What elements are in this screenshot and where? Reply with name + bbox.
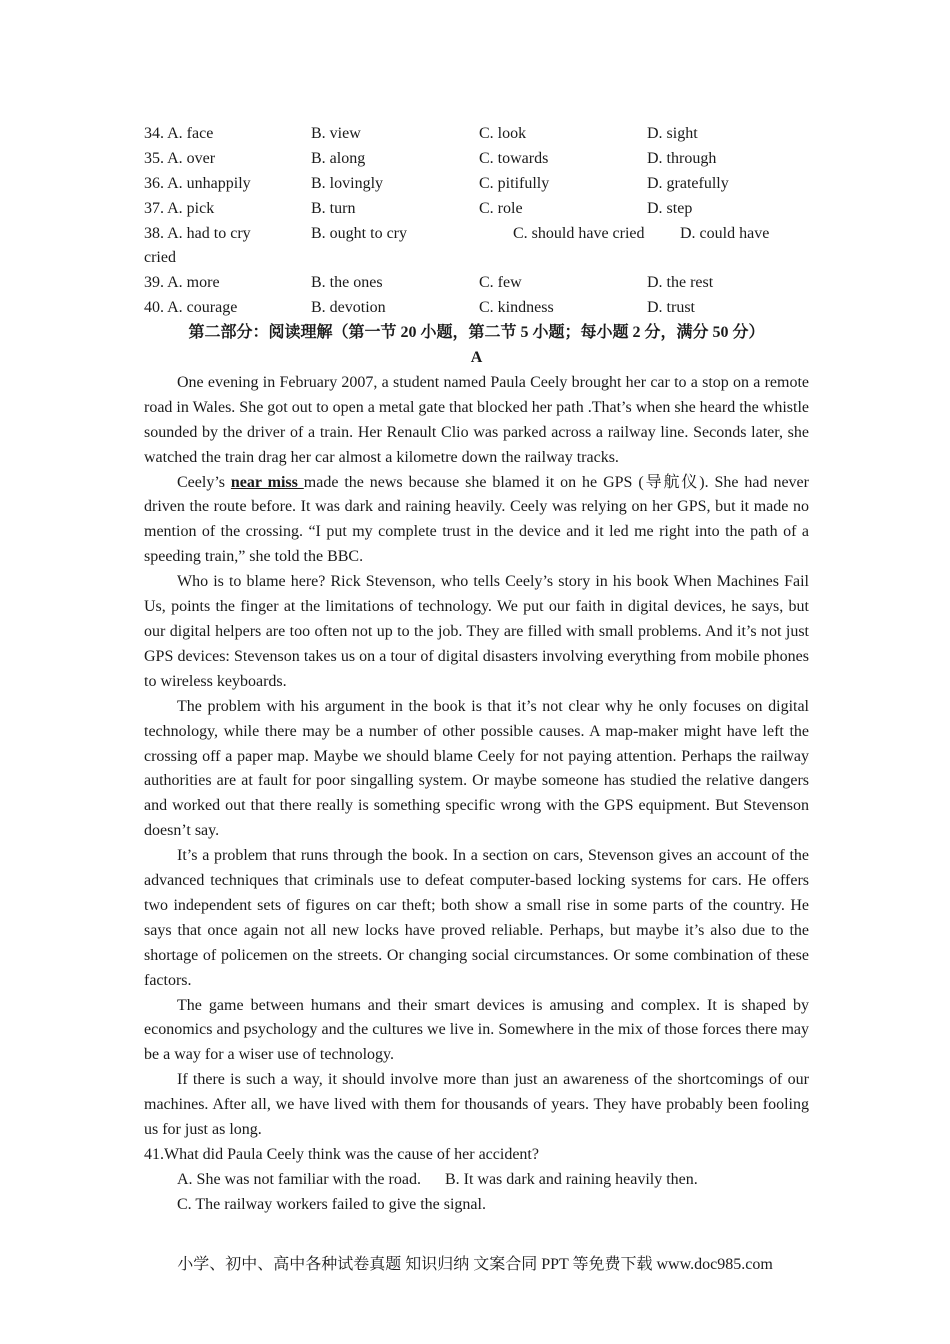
footer-text: 小学、初中、高中各种试卷真题 知识归纳 文案合同 PPT 等免费下载 www.doc985.com xyxy=(177,1256,773,1273)
option-d: D. through xyxy=(647,149,717,167)
option-d: D. trust xyxy=(647,299,695,317)
question-41-option-a: A. She was not familiar with the road. xyxy=(177,1170,421,1188)
paragraph-5: It’s a problem that runs through the book. In a section on cars, Stevenson gives an account of the advanced techniques that criminals use to defeat computer-based locking systems for cars. He offers two independent sets of figures on car theft; both show a small rise in some parts of the country. He says that once again not all new locks have proved reliable. Perhaps, but maybe it’s also due to the shortage of policemen on the streets. Or changing social circumstances. Or some combination of these factors. xyxy=(144,847,809,989)
option-c: C. kindness xyxy=(479,299,554,317)
option-a: 36. A. unhappily xyxy=(144,174,251,192)
paragraph-2-rest: made the news because she blamed it on he GPS (导航仪). She had never driven the route before. It was dark and raining heavily. Ceely was relying on her GPS, but it made no mention of the crossing. “I put my complete trust in the device and it led me right into the path of a speeding train,” she told the BBC. xyxy=(144,473,809,566)
paragraph-1: One evening in February 2007, a student named Paula Ceely brought her car to a stop on a remote road in Wales. She got out to open a metal gate that blocked her path .That’s when she heard the whistle sounded by the driver of a train. Her Renault Clio was parked across a railway line. Seconds later, she watched the train drag her car almost a kilometre down the railway tracks. xyxy=(144,373,809,466)
option-c: C. pitifully xyxy=(479,174,550,192)
option-a: 35. A. over xyxy=(144,149,216,167)
option-b: B. ought to cry xyxy=(311,224,407,242)
option-b: B. the ones xyxy=(311,274,383,292)
near-miss-term: near miss xyxy=(230,473,304,491)
option-b: B. view xyxy=(311,125,361,142)
option-row-36 xyxy=(144,172,809,197)
option-row-39 xyxy=(144,271,809,296)
passage-label: A xyxy=(470,349,483,367)
option-c: C. towards xyxy=(479,149,549,167)
option-d: D. gratefully xyxy=(647,174,729,192)
option-a: 37. A. pick xyxy=(144,199,215,217)
option-a: 39. A. more xyxy=(144,274,220,292)
question-41-option-b: B. It was dark and raining heavily then. xyxy=(444,1170,698,1188)
option-a: 34. A. face xyxy=(144,125,214,142)
option-row-38 xyxy=(144,222,809,247)
option-c: C. should have cried xyxy=(513,224,645,242)
paragraph-4: The problem with his argument in the book is that it’s not clear why he only focuses on digital technology, while there may be a number of other possible causes. A map-maker might have left the crossing off a paper map. Maybe we should blame Ceely for not paying attention. Perhaps the railway authorities are at fault for poor singalling system. Or maybe someone has studied the relative dangers and worked out that there really is something specific wrong with the GPS equipment. But Stevenson doesn’t say. xyxy=(144,697,809,840)
paragraph-7: If there is such a way, it should involve more than just an awareness of the shortcomings of our machines. After all, we have lived with them for thousands of years. They have probably been fooling us for just as long. xyxy=(144,1071,809,1139)
option-row-34 xyxy=(144,122,809,147)
option-c: C. look xyxy=(479,125,527,142)
option-d: D. step xyxy=(647,199,693,217)
question-41-option-c: C. The railway workers failed to give the signal. xyxy=(177,1195,486,1213)
option-b: B. devotion xyxy=(311,299,386,317)
option-b: B. along xyxy=(311,149,366,167)
option-row-37 xyxy=(144,197,809,222)
paragraph-6: The game between humans and their smart devices is amusing and complex. It is shaped by economics and psychology and the cultures we live in. Somewhere in the mix of those forces there may be a way for a wiser use of technology. xyxy=(144,996,809,1064)
option-c: C. few xyxy=(479,274,522,292)
option-d: D. could have xyxy=(680,224,770,242)
option-row-35 xyxy=(144,147,809,172)
option-row-40 xyxy=(144,296,809,321)
content-area xyxy=(144,122,809,1218)
option-b: B. lovingly xyxy=(311,174,384,192)
option-c: C. role xyxy=(479,199,523,217)
option-a: 38. A. had to cry xyxy=(144,224,251,242)
option-d: D. sight xyxy=(647,125,698,142)
question-41-options-ab xyxy=(144,1168,809,1193)
option-b: B. turn xyxy=(311,199,356,217)
question-41-stem: 41.What did Paula Ceely think was the cause of her accident? xyxy=(144,1146,539,1163)
section-heading: 第二部分：阅读理解（第一节 20 小题，第二节 5 小题；每小题 2 分，满分 50 分） xyxy=(188,324,765,342)
paragraph-2-start: Ceely’s xyxy=(177,473,231,491)
option-d: D. the rest xyxy=(647,274,714,292)
option-d-wrap: cried xyxy=(144,249,176,267)
paragraph-3: Who is to blame here? Rick Stevenson, who tells Ceely’s story in his book When Machines Fail Us, points the finger at the limitations of technology. We put our faith in digital devices, he says, but our digital helpers are too often not up to the job. They are filled with small problems. And it’s not just GPS devices: Stevenson takes us on a tour of digital disasters involving everything from mobile phones to wireless keyboards. xyxy=(144,573,809,690)
paragraph-2 xyxy=(144,471,809,571)
option-a: 40. A. courage xyxy=(144,299,238,317)
